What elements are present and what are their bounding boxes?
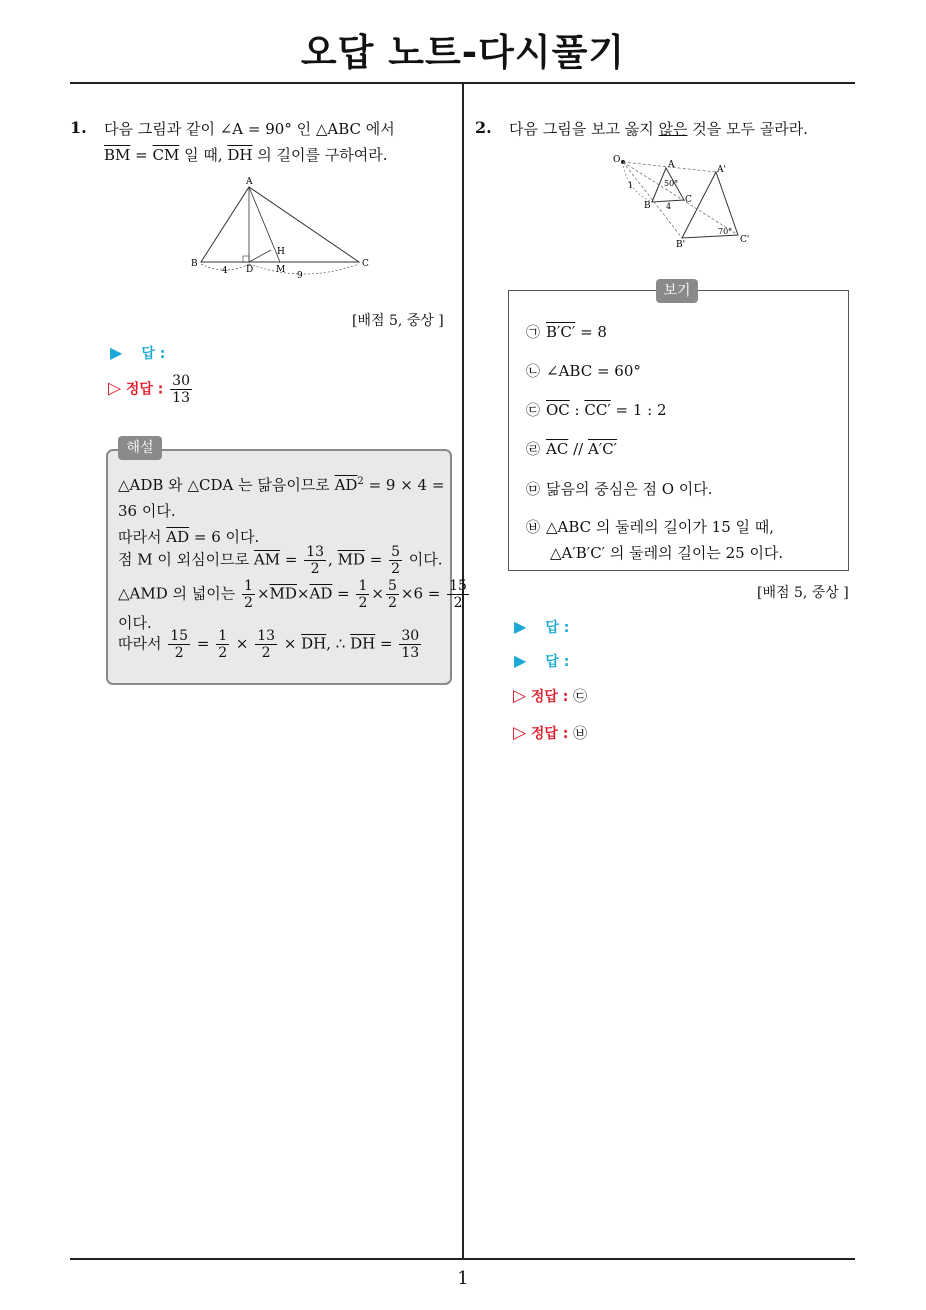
item-mark: ㉢ <box>526 403 540 419</box>
page-number: 1 <box>457 1268 469 1289</box>
seg: $\overline{AC}$ <box>546 440 569 458</box>
seg: A′C′ <box>587 440 618 458</box>
label-one: 1 <box>628 181 634 190</box>
q2-correct-row-2 <box>513 723 587 743</box>
q2-answer-row-1 <box>514 617 569 637</box>
correct-value: ㉥ <box>573 726 588 742</box>
seg: $\overline{OC}$ <box>546 401 570 419</box>
comma: , <box>328 550 338 569</box>
item-mark: ㉠ <box>526 325 540 341</box>
label-a: A <box>246 177 253 187</box>
fraction <box>399 628 421 661</box>
q2-text-underlined: 않은 <box>658 120 688 138</box>
exponent: 2 <box>357 476 364 487</box>
frac-num: 15 <box>449 578 467 594</box>
q1-score: [배점 5, 중상 ] <box>352 313 444 329</box>
solution-tag: 해설 <box>118 436 162 460</box>
seg-md: $\overline{MD}$ <box>269 584 297 603</box>
frac-den: 13 <box>172 390 190 406</box>
sol-text: △AMD 의 넓이는 <box>118 584 241 603</box>
frac-den: 2 <box>391 561 400 577</box>
q2-answer-row-2 <box>514 651 569 671</box>
q2-text-a: 다음 그림을 보고 옳지 <box>509 120 659 138</box>
bogi-tag: 보기 <box>656 279 698 303</box>
sol-text: = 9 × 4 = <box>363 476 445 494</box>
label-d: D <box>246 265 254 275</box>
correct-value: ㉢ <box>573 689 588 705</box>
seg-ad: $\overline{AD}$ <box>334 476 358 494</box>
item-mark: ㉤ <box>526 482 540 498</box>
seg-bm: $\overline{BM}$ <box>104 146 131 164</box>
item-text: ∠ABC = 60° <box>546 362 641 380</box>
label-o: O <box>613 155 621 165</box>
page-title: 오답 노트-다시풀기 <box>300 31 626 74</box>
frac-num: 15 <box>170 628 189 644</box>
correct-bullet-icon: ▷ <box>513 723 527 743</box>
item-text: // <box>568 440 588 458</box>
label-b: B <box>644 201 651 211</box>
bogi-item-5 <box>526 478 713 499</box>
fraction <box>386 578 399 611</box>
q1-correct-row <box>108 373 194 406</box>
frac-num: 30 <box>401 628 420 644</box>
seg-dh: $\overline{DH}$ <box>350 634 376 653</box>
seg-am: $\overline{AM}$ <box>253 550 281 569</box>
frac-den: 2 <box>174 645 184 661</box>
fraction <box>255 628 277 661</box>
label-bd: 4 <box>222 266 228 276</box>
item-text: : <box>569 401 585 419</box>
frac-den: 2 <box>244 595 253 611</box>
q2-correct-row-1 <box>513 686 587 706</box>
frac-num: 1 <box>244 578 253 594</box>
q1-text-line2 <box>104 144 388 165</box>
fraction <box>304 544 326 577</box>
q2-text <box>509 118 808 139</box>
frac-num: 1 <box>358 578 368 594</box>
sol-line7: 따라서 $\frac{15}{2}$ = $\frac{1}{2}$ × $\frac{13}{2}$ × $\overline{DH}$, ∴ $\overline{DH}$ = $\frac{30}{13}$ <box>118 628 420 661</box>
q2-text-b: 것을 모두 골라라. <box>687 120 808 138</box>
item-mark: ㉥ <box>526 520 540 536</box>
item-mark: ㉣ <box>526 442 540 458</box>
fraction <box>447 578 469 611</box>
frac-den: 13 <box>401 645 420 661</box>
bogi-item-1 <box>526 322 607 342</box>
sol-line5: △AMD 의 넓이는 $\frac{1}{2}$ $\times\overline{MD}\times\overline{AD}$ = $\frac{1}{2}$ × $\frac{5}{2}$ ×6 = $\frac{15}{2}$ <box>118 578 467 611</box>
sol-line2: 36 이다. <box>118 502 176 520</box>
seg-cm: $\overline{CM}$ <box>152 146 180 164</box>
q1-number: 1. <box>70 118 87 137</box>
label-b-prime: B' <box>676 240 686 250</box>
frac-num: 13 <box>257 628 276 644</box>
q2-similar-triangles-figure <box>608 150 758 250</box>
seg-ad: $\overline{AD}$ <box>166 528 190 546</box>
frac-num: 13 <box>306 544 325 560</box>
bogi-item-3 <box>526 400 667 420</box>
answer-label: 답 : <box>545 620 570 636</box>
frac-den: 2 <box>310 561 320 577</box>
answer-bullet-icon: ▶ <box>514 651 527 670</box>
fraction <box>356 578 369 611</box>
answer-bullet-icon: ▶ <box>110 343 123 362</box>
fraction <box>389 544 402 577</box>
q1-text-c: 의 길이를 구하여라. <box>252 146 388 164</box>
label-c-prime: C' <box>740 235 750 245</box>
seg: CC′ <box>584 401 611 419</box>
q1-text-b: 일 때, <box>179 146 228 164</box>
bogi-item-2 <box>526 361 641 381</box>
bottom-rule <box>70 1258 855 1260</box>
fraction <box>168 628 190 661</box>
seg-md: $\overline{MD}$ <box>337 550 365 569</box>
frac-den: 2 <box>453 595 463 611</box>
label-fifty: 50° <box>664 179 679 188</box>
label-b: B <box>191 259 198 269</box>
item-text: = 1 : 2 <box>610 401 667 419</box>
sol-text: 점 M 이 외심이므로 <box>118 550 254 569</box>
fraction <box>242 578 255 611</box>
answer-label: 답 : <box>141 346 166 362</box>
q1-text-line1: 다음 그림과 같이 ∠A = 90° 인 △ABC 에서 <box>104 120 395 138</box>
seg-dh: $\overline{DH}$ <box>301 634 327 653</box>
q2-number: 2. <box>475 118 492 137</box>
eq-sign: = <box>364 550 388 569</box>
label-four: 4 <box>666 202 672 211</box>
answer-label: 답 : <box>545 654 570 670</box>
item-mark: ㉡ <box>526 364 540 380</box>
correct-bullet-icon: ▷ <box>108 378 122 399</box>
sol-text: ×6 = <box>400 584 446 603</box>
eq-sign: = <box>130 146 153 164</box>
frac-num: 5 <box>391 544 400 560</box>
frac-den: 2 <box>261 645 271 661</box>
frac-den: 2 <box>218 645 228 661</box>
label-c: C <box>362 259 369 269</box>
frac-num: 1 <box>218 628 228 644</box>
sol-text: 이다. <box>403 550 443 569</box>
q1-correct-fraction <box>170 373 192 406</box>
q1-triangle-figure <box>185 172 385 282</box>
correct-label: 정답 : <box>125 381 164 398</box>
correct-label: 정답 : <box>530 689 569 705</box>
q1-answer-row <box>110 343 165 363</box>
correct-bullet-icon: ▷ <box>513 686 527 706</box>
frac-num: 5 <box>387 578 397 594</box>
label-a: A <box>668 160 675 170</box>
sol-line6: 이다. <box>118 614 152 632</box>
sol-text: △ADB 와 △CDA 는 닮음이므로 <box>118 476 335 494</box>
label-m: M <box>276 265 286 275</box>
bogi-item-6-line2: △A′B′C′ 의 둘레의 길이는 25 이다. <box>550 544 784 562</box>
bogi-item-4 <box>526 439 617 459</box>
sol-text: 따라서 <box>118 634 167 653</box>
item-text: △ABC 의 둘레의 길이가 15 일 때, <box>546 518 775 536</box>
answer-bullet-icon: ▶ <box>514 617 527 636</box>
bogi-item-6 <box>526 516 774 537</box>
label-h: H <box>277 247 285 257</box>
column-divider <box>462 83 464 1258</box>
eq-sign: = <box>280 550 303 569</box>
sol-line4 <box>118 544 443 577</box>
sol-line1 <box>118 474 444 495</box>
seg-ad: $\overline{AD}$ <box>309 584 333 603</box>
label-seventy: 70° <box>718 227 733 236</box>
frac-den: 2 <box>387 595 397 611</box>
therefore: , ∴ <box>326 634 351 653</box>
seg-dh: $\overline{DH}$ <box>227 146 253 164</box>
fraction <box>216 628 229 661</box>
sol-text: = 6 이다. <box>189 528 260 546</box>
correct-label: 정답 : <box>530 726 569 742</box>
label-c: C <box>685 195 692 205</box>
q2-score: [배점 5, 중상 ] <box>757 585 849 601</box>
label-dc: 9 <box>297 271 303 281</box>
item-text: 닮음의 중심은 점 O 이다. <box>546 480 713 498</box>
label-a-prime: A' <box>717 165 726 175</box>
seg: B′C′ <box>546 323 576 341</box>
item-text: = 8 <box>575 323 607 341</box>
frac-num: 30 <box>172 373 190 389</box>
frac-den: 2 <box>358 595 368 611</box>
sol-text: 따라서 <box>118 528 167 546</box>
